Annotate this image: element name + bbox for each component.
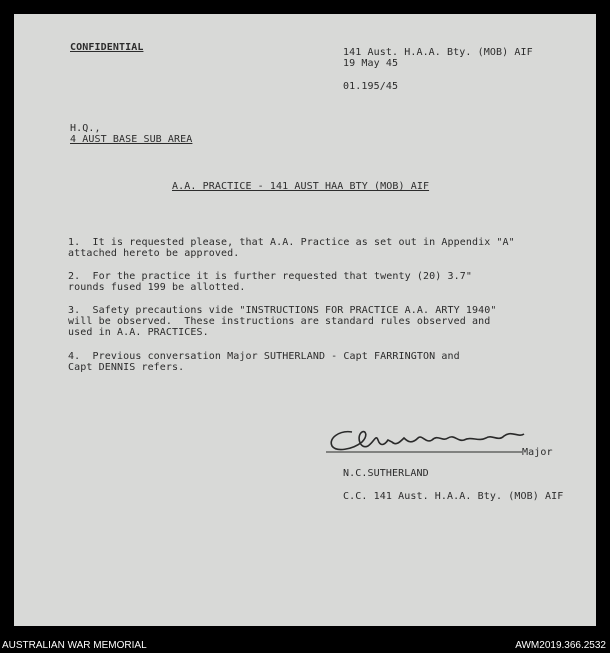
signatory-rank: Major — [522, 447, 553, 458]
classification-label: CONFIDENTIAL — [70, 42, 144, 53]
paragraph-3-line1: 3. Safety precautions vide "INSTRUCTIONS FOR PRACTICE A.A. ARTY 1940" — [68, 305, 497, 316]
document-date: 19 May 45 — [343, 58, 399, 69]
paragraph-4-line2: Capt DENNIS refers. — [68, 362, 185, 373]
subject-heading: A.A. PRACTICE - 141 AUST HAA BTY (MOB) AIF — [172, 181, 430, 192]
sender-unit: 141 Aust. H.A.A. Bty. (MOB) AIF — [343, 47, 533, 58]
signatory-title: C.C. 141 Aust. H.A.A. Bty. (MOB) AIF — [343, 491, 564, 502]
signatory-name: N.C.SUTHERLAND — [343, 468, 429, 479]
reference-number: 01.195/45 — [343, 81, 399, 92]
footer-institution: AUSTRALIAN WAR MEMORIAL — [2, 640, 147, 651]
signature-graphic — [322, 420, 532, 460]
paragraph-2-line2: rounds fused 199 be allotted. — [68, 282, 246, 293]
footer-accession-number: AWM2019.366.2532 — [515, 640, 606, 651]
paragraph-3-line3: used in A.A. PRACTICES. — [68, 327, 209, 338]
paragraph-1-line1: 1. It is requested please, that A.A. Practice as set out in Appendix "A" — [68, 237, 515, 248]
addressee-line2: 4 AUST BASE SUB AREA — [70, 134, 193, 145]
addressee-line1: H.Q., — [70, 123, 101, 134]
paragraph-4-line1: 4. Previous conversation Major SUTHERLAND - Capt FARRINGTON and — [68, 351, 460, 362]
paragraph-3-line2: will be observed. These instructions are standard rules observed and — [68, 316, 491, 327]
paragraph-1-line2: attached hereto be approved. — [68, 248, 240, 259]
paragraph-2-line1: 2. For the practice it is further requested that twenty (20) 3.7" — [68, 271, 472, 282]
